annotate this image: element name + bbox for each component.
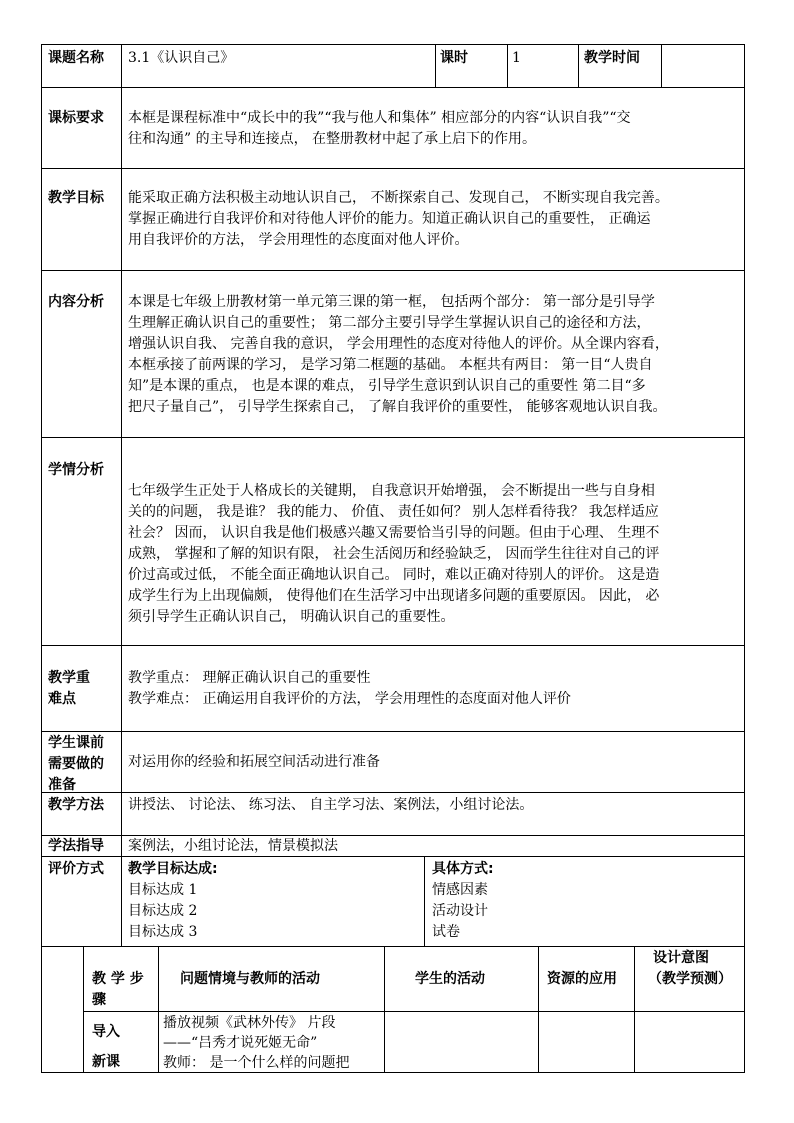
keypoints-label: 难点	[48, 691, 76, 707]
steps-header-step: 教 学 步	[92, 971, 144, 987]
study-value: 案例法，小组讨论法，情景模拟法	[128, 838, 338, 854]
step-name: 新课	[92, 1054, 120, 1070]
evaluation-way-item: 试卷	[432, 924, 460, 940]
content-line: 本框承接了前两课的学习， 是学习第二框题的基础。 本框共有两目： 第一目“人贵自	[128, 357, 653, 373]
hours-value: 1	[512, 50, 521, 66]
evaluation-goals-title: 教学目标达成:	[128, 861, 218, 877]
goals-line: 能采取正确方法积极主动地认识自己， 不断探索自己、发现自己， 不断实现自我完善。	[128, 190, 669, 206]
evaluation-way-item: 活动设计	[432, 903, 488, 919]
keypoints-label: 教学重	[48, 670, 90, 686]
goals-line: 用自我评价的方法， 学会用理性的态度面对他人评价。	[128, 232, 469, 248]
topic-label: 课题名称	[48, 50, 104, 66]
learners-line: 七年级学生正处于人格成长的关键期， 自我意识开始增强， 会不断提出一些与自身相	[128, 483, 655, 499]
hours-label: 课时	[440, 50, 468, 66]
content-line: 生理解正确认识自己的重要性； 第二部分主要引导学生掌握认识自己的途径和方法，	[128, 315, 651, 331]
curriculum-line: 本框是课程标准中“成长中的我”“我与他人和集体” 相应部分的内容“认识自我”“交	[128, 110, 631, 126]
time-label: 教学时间	[584, 50, 640, 66]
prep-label: 学生课前	[48, 735, 104, 751]
keypoints-line: 教学重点： 理解正确认识自己的重要性	[128, 670, 371, 686]
content-line: 把尺子量自己”， 引导学生探索自己， 了解自我评价的重要性， 能够客观地认识自我。	[128, 399, 667, 415]
content-label: 内容分析	[48, 294, 104, 310]
methods-label: 教学方法	[48, 797, 104, 813]
learners-line: 成熟， 掌握和了解的知识有限， 社会生活阅历和经验缺乏， 因而学生往往对自己的评	[128, 546, 660, 562]
steps-header-teacher: 问题情境与教师的活动	[180, 971, 320, 987]
goals-line: 掌握正确进行自我评价和对待他人评价的能力。知道正确认识自己的重要性， 正确运	[128, 211, 651, 227]
teacher-activity-line: ——“吕秀才说死姬无命”	[163, 1035, 318, 1051]
steps-header-design: 设计意图	[653, 950, 709, 966]
content-line: 知”是本课的重点， 也是本课的难点， 引导学生意识到认识自己的重要性 第二目“多	[128, 378, 646, 394]
evaluation-goal-item: 目标达成 1	[128, 882, 198, 898]
evaluation-way-item: 情感因素	[432, 882, 488, 898]
prep-label: 需要做的	[48, 756, 104, 772]
prep-label: 准备	[48, 777, 76, 793]
steps-header-resource: 资源的应用	[547, 971, 617, 987]
learners-line: 社会？ 因而， 认识自我是他们极感兴趣又需要恰当引导的问题。但由于心理、 生理不	[128, 525, 660, 541]
evaluation-goal-item: 目标达成 3	[128, 924, 198, 940]
learners-line: 须引导学生正确认识自己， 明确认识自己的重要性。	[128, 609, 455, 625]
evaluation-goal-item: 目标达成 2	[128, 903, 198, 919]
goals-label: 教学目标	[48, 190, 104, 206]
topic-value: 3.1《认识自己》	[128, 50, 235, 66]
steps-header-step: 骤	[92, 992, 106, 1008]
methods-value: 讲授法、 讨论法、 练习法、 自主学习法、案例法，小组讨论法。	[128, 797, 534, 813]
curriculum-line: 往和沟通” 的主导和连接点， 在整册教材中起了承上启下的作用。	[128, 131, 537, 147]
evaluation-ways-title: 具体方式:	[432, 861, 494, 877]
steps-header-design: （教学预测）	[648, 971, 732, 987]
step-name: 导入	[92, 1024, 120, 1040]
learners-label: 学情分析	[48, 462, 104, 478]
keypoints-line: 教学难点： 正确运用自我评价的方法， 学会用理性的态度面对他人评价	[128, 691, 571, 707]
evaluation-label: 评价方式	[48, 861, 104, 877]
learners-line: 价过高或过低， 不能全面正确地认识自己。 同时，难以正确对待别人的评价。 这是造	[128, 567, 660, 583]
steps-header-student: 学生的活动	[415, 971, 485, 987]
study-label: 学法指导	[48, 838, 104, 854]
curriculum-label: 课标要求	[48, 110, 104, 126]
learners-line: 成学生行为上出现偏颇， 使得他们在生活学习中出现诸多问题的重要原因。 因此， 必	[128, 588, 660, 604]
teacher-activity-line: 教师： 是一个什么样的问题把	[163, 1055, 350, 1071]
content-line: 增强认识自我、 完善自我的意识， 学会用理性的态度对待他人的评价。从全课内容看，	[128, 336, 669, 352]
teacher-activity-line: 播放视频《武林外传》 片段	[163, 1015, 336, 1031]
learners-line: 关的的问题， 我是谁？ 我的能力、 价值、 责任如何？ 别人怎样看待我？ 我怎样适应	[128, 504, 659, 520]
content-line: 本课是七年级上册教材第一单元第三课的第一框， 包括两个部分： 第一部分是引导学	[128, 294, 655, 310]
prep-value: 对运用你的经验和拓展空间活动进行准备	[128, 754, 380, 770]
